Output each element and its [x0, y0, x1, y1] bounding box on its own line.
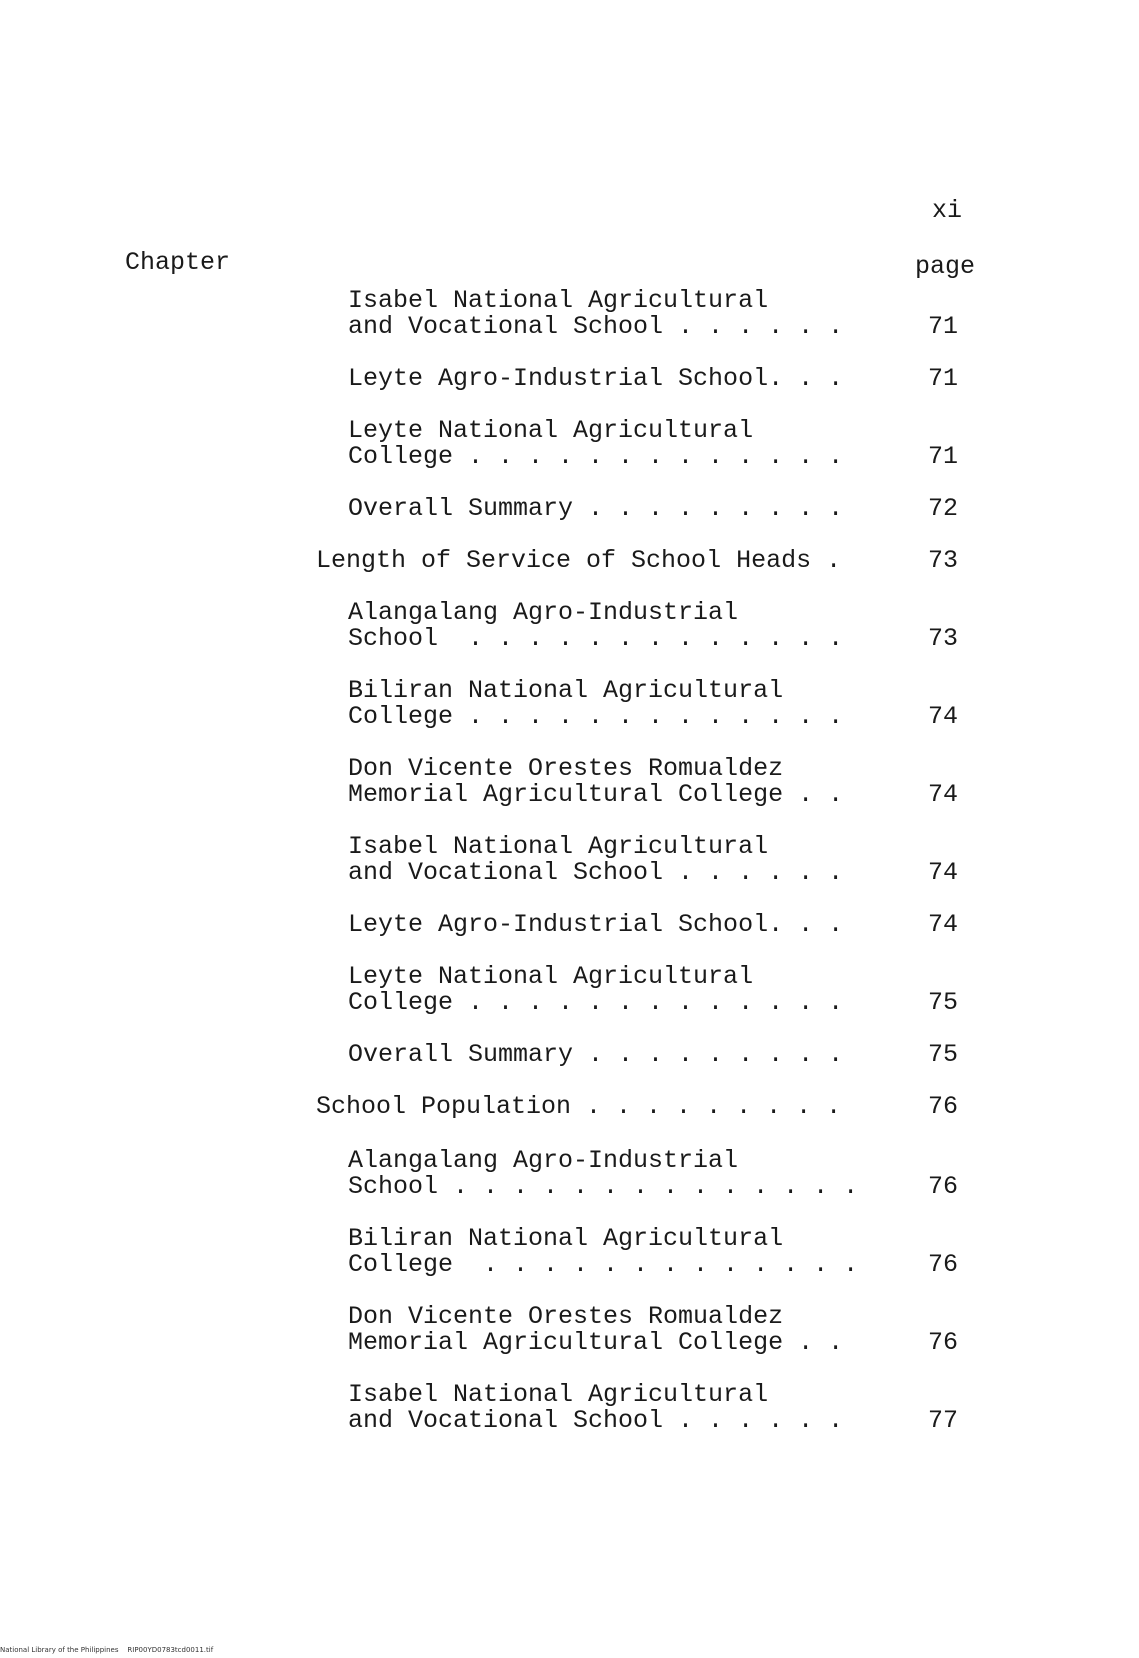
- page-column-label: page: [915, 252, 976, 281]
- toc-entry-title: Alangalang Agro-Industrial: [348, 1146, 739, 1175]
- toc-entry-title: Isabel National Agricultural: [348, 832, 769, 861]
- toc-entry-page: 76: [928, 1328, 959, 1357]
- toc-entry-title-continued: Memorial Agricultural College . .: [348, 780, 844, 809]
- toc-entry-title-continued: School . . . . . . . . . . . . .: [348, 624, 844, 653]
- toc-entry-title-continued: and Vocational School . . . . . .: [348, 312, 844, 341]
- toc-entry-title: Overall Summary . . . . . . . . .: [348, 1040, 844, 1069]
- toc-entry-title: Leyte Agro-Industrial School. . .: [348, 364, 844, 393]
- toc-entry-page: 74: [928, 780, 959, 809]
- toc-entry-title: Biliran National Agricultural: [348, 1224, 784, 1253]
- toc-entry-page: 74: [928, 702, 959, 731]
- toc-entry-title-continued: School . . . . . . . . . . . . . .: [348, 1172, 859, 1201]
- toc-entry-page: 77: [928, 1406, 959, 1435]
- toc-entry-title: Leyte National Agricultural: [348, 416, 754, 445]
- toc-entry-page: 76: [928, 1092, 959, 1121]
- toc-entry-title-continued: College . . . . . . . . . . . . .: [348, 442, 844, 471]
- toc-entry-page: 74: [928, 858, 959, 887]
- toc-entry-title: Isabel National Agricultural: [348, 286, 769, 315]
- scan-footer: National Library of the Philippines RIP00YD0783tcd0011.tif: [0, 1646, 214, 1654]
- toc-entry-title: Don Vicente Orestes Romualdez: [348, 1302, 784, 1331]
- toc-entry-title-continued: College . . . . . . . . . . . . .: [348, 1250, 859, 1279]
- toc-entry-title: Leyte National Agricultural: [348, 962, 754, 991]
- toc-entry-page: 76: [928, 1250, 959, 1279]
- toc-entry-title-continued: and Vocational School . . . . . .: [348, 858, 844, 887]
- chapter-label: Chapter: [125, 248, 231, 277]
- toc-entry-page: 73: [928, 624, 959, 653]
- toc-entry-title: Length of Service of School Heads .: [316, 546, 842, 575]
- toc-entry-title: Don Vicente Orestes Romualdez: [348, 754, 784, 783]
- toc-entry-title-continued: and Vocational School . . . . . .: [348, 1406, 844, 1435]
- toc-entry-page: 75: [928, 1040, 959, 1069]
- toc-entry-title: Isabel National Agricultural: [348, 1380, 769, 1409]
- toc-entry-page: 73: [928, 546, 959, 575]
- toc-entry-title: Biliran National Agricultural: [348, 676, 784, 705]
- toc-entry-title: Alangalang Agro-Industrial: [348, 598, 739, 627]
- toc-entry-page: 71: [928, 442, 959, 471]
- toc-entry-page: 72: [928, 494, 959, 523]
- toc-entry-title-continued: Memorial Agricultural College . .: [348, 1328, 844, 1357]
- toc-entry-title: School Population . . . . . . . . .: [316, 1092, 842, 1121]
- toc-entry-title-continued: College . . . . . . . . . . . . .: [348, 702, 844, 731]
- page-number: xi: [932, 196, 963, 225]
- toc-entry-title: Overall Summary . . . . . . . . .: [348, 494, 844, 523]
- toc-entry-page: 71: [928, 312, 959, 341]
- toc-entry-page: 74: [928, 910, 959, 939]
- toc-entry-title: Leyte Agro-Industrial School. . .: [348, 910, 844, 939]
- toc-entry-title-continued: College . . . . . . . . . . . . .: [348, 988, 844, 1017]
- toc-entry-page: 76: [928, 1172, 959, 1201]
- toc-entry-page: 75: [928, 988, 959, 1017]
- toc-entry-page: 71: [928, 364, 959, 393]
